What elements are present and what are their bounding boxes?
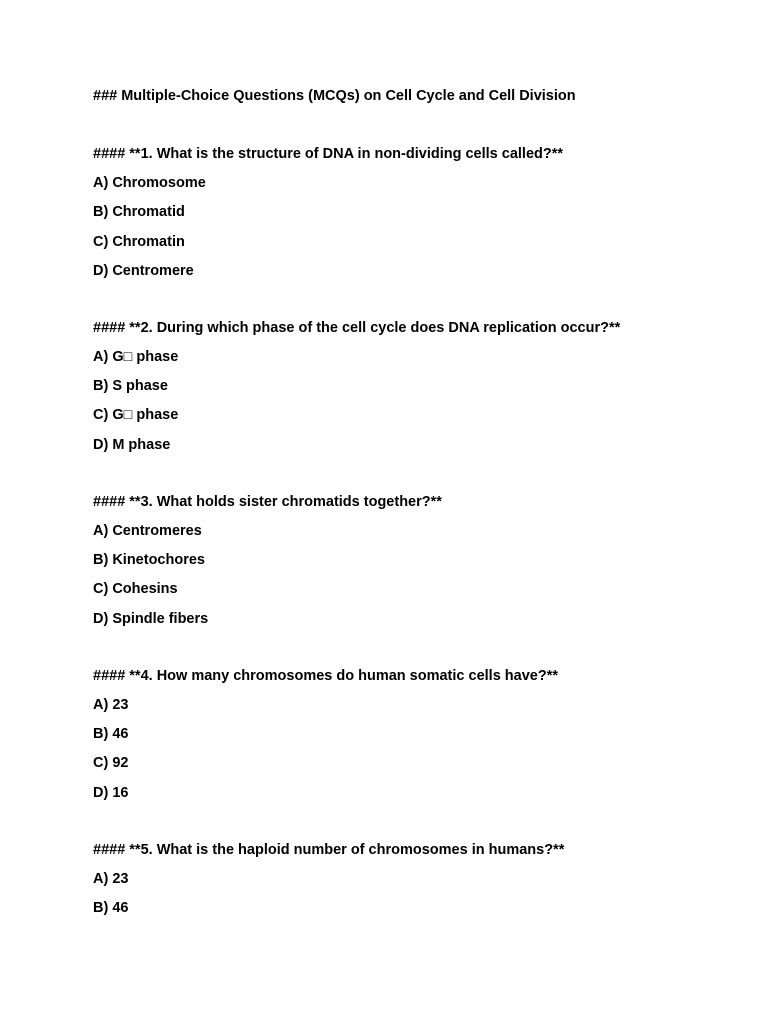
answer-option: C) Chromatin <box>93 233 185 250</box>
question-text: #### **1. What is the structure of DNA in non-dividing cells called?** <box>93 146 564 162</box>
answer-option: C) Cohesins <box>93 581 178 598</box>
question-2 <box>93 318 733 455</box>
answer-option: B) 46 <box>93 725 129 742</box>
answer-option: C) 92 <box>93 755 129 772</box>
answer-option: A) 23 <box>93 696 129 713</box>
answer-option: A) 23 <box>93 870 129 887</box>
answer-option: D) Centromere <box>93 262 194 279</box>
question-4 <box>93 666 733 803</box>
question-3 <box>93 492 733 629</box>
document-title: ### Multiple-Choice Questions (MCQs) on Cell Cycle and Cell Division <box>93 88 576 104</box>
question-text: #### **4. How many chromosomes do human somatic cells have?** <box>93 667 558 684</box>
answer-option: A) Chromosome <box>93 175 206 191</box>
document-content <box>93 86 733 955</box>
answer-option: B) S phase <box>93 378 168 395</box>
question-5 <box>93 840 733 918</box>
question-text: #### **2. During which phase of the cell cycle does DNA replication occur?** <box>93 319 621 336</box>
answer-option: B) 46 <box>93 899 129 916</box>
question-text: #### **5. What is the haploid number of chromosomes in humans?** <box>93 841 565 858</box>
answer-option: B) Kinetochores <box>93 552 205 569</box>
answer-option: D) Spindle fibers <box>93 610 209 627</box>
answer-option: A) G□ phase <box>93 348 179 365</box>
answer-option: B) Chromatid <box>93 204 185 221</box>
answer-option: A) Centromeres <box>93 522 202 539</box>
answer-option: D) 16 <box>93 784 129 801</box>
question-text: #### **3. What holds sister chromatids together?** <box>93 493 442 510</box>
answer-option: C) G□ phase <box>93 407 179 424</box>
answer-option: D) M phase <box>93 436 171 453</box>
question-1 <box>93 144 733 281</box>
